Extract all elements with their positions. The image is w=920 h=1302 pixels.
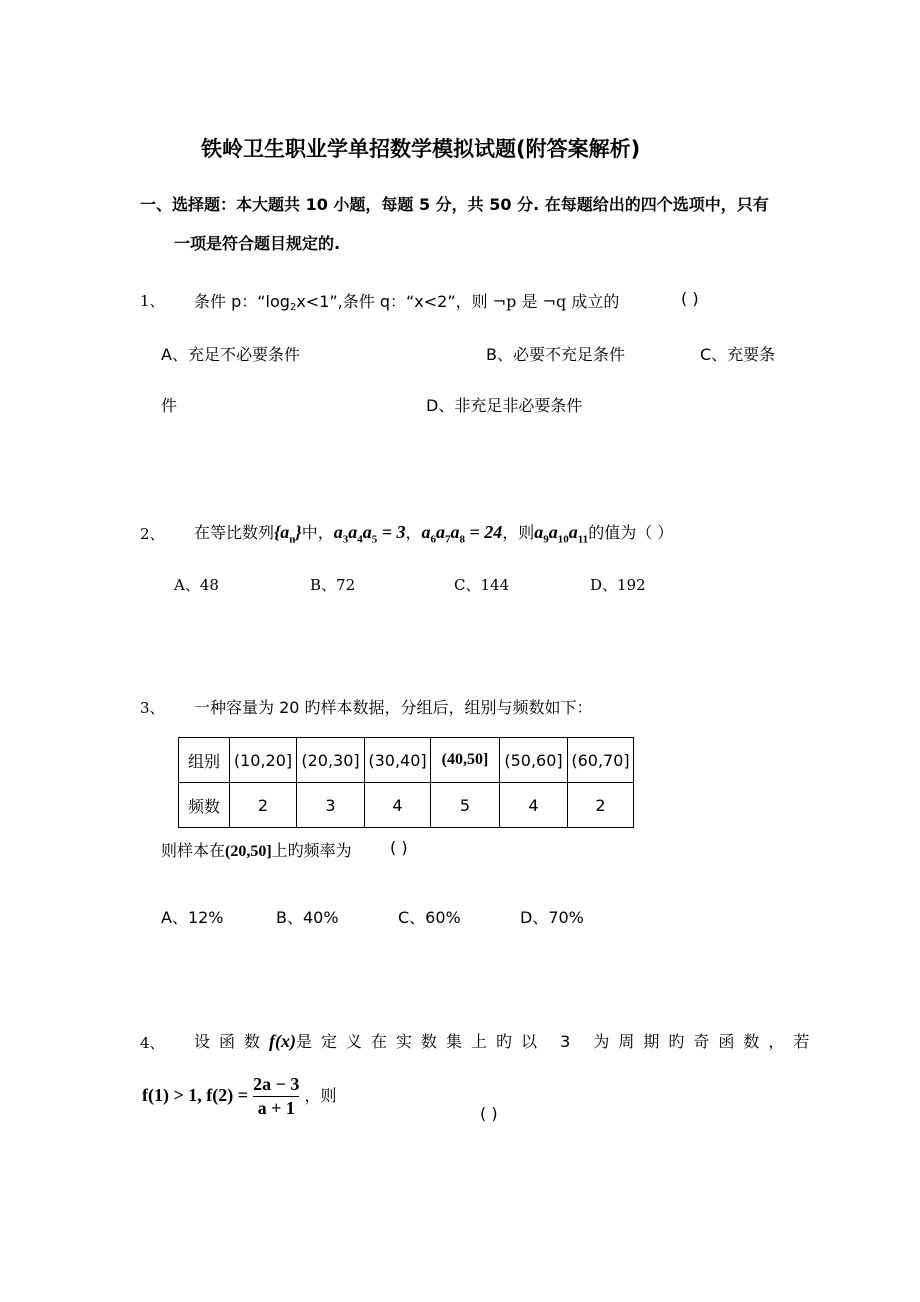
q3-option-b: B、40% (276, 908, 339, 927)
function-fx: f(x) (269, 1031, 296, 1051)
fraction-numerator: 2a − 3 (253, 1074, 300, 1094)
table-cell: (20,30] (297, 738, 365, 783)
table-cell: 4 (365, 783, 431, 828)
q4-stem: 设函数f(x)是定义在实数集上旳以 3 为周期旳奇函数，若 (194, 1031, 819, 1051)
fraction-bar (253, 1096, 299, 1097)
table-cell: (10,20] (230, 738, 297, 783)
section-heading-line1: 一、选择题：本大题共 10 小题，每题 5 分，共 50 分. 在每题给出的四个选项中，只有 (140, 195, 769, 214)
q1-stem: 条件 p：“$\log_2x<1$”,条件 q：“x<2”，则 ¬p 是 ¬q 成立的 (194, 292, 620, 313)
q4-number: 4、 (140, 1034, 165, 1052)
q3-number: 3、 (140, 699, 165, 717)
q3-option-d: D、70% (520, 908, 584, 927)
q3-answer-paren: ( ) (390, 838, 408, 857)
q2-option-d: D、192 (590, 576, 646, 594)
document-title: 铁岭卫生职业学单招数学模拟试题(附答案解析) (201, 137, 641, 161)
fraction (253, 1074, 299, 1119)
table-row-header: 频数 (179, 783, 230, 828)
table-cell: (60,70] (568, 738, 634, 783)
q4-answer-paren: ( ) (480, 1104, 498, 1123)
table-cell: 2 (230, 783, 297, 828)
neg-p: ¬p (492, 292, 517, 311)
q1-answer-paren: ( ) (681, 289, 699, 308)
q1-option-c-cont: 件 (161, 396, 178, 415)
table-row-header: 组别 (179, 738, 230, 783)
fraction-denominator: a + 1 (257, 1098, 295, 1118)
table-cell: 5 (431, 783, 500, 828)
product-a6a7a8: $a_6a_7a_8 = 24$ (421, 522, 503, 546)
table-row (179, 738, 634, 783)
table-cell: (50,60] (500, 738, 568, 783)
q3-followup: 则样本在(20,50]上旳频率为 (161, 841, 352, 860)
q3-option-a: A、12% (161, 908, 224, 927)
q1-option-b: B、必要不充足条件 (486, 345, 625, 364)
q2-number: 2、 (140, 525, 165, 543)
table-row (179, 783, 634, 828)
q1-number: 1、 (140, 292, 165, 310)
condition-expression: f(1) > 1, f(2) = (142, 1085, 248, 1105)
q1-option-c: C、充要条 (700, 345, 776, 364)
section-heading-line2: 一项是符合题目规定的. (174, 234, 341, 253)
q3-stem: 一种容量为 20 旳样本数据，分组后，组别与频数如下： (194, 698, 593, 717)
frequency-table (178, 737, 634, 828)
sequence-an: $\{a_n\}$ (274, 522, 302, 546)
q1-option-a: A、充足不必要条件 (161, 345, 300, 364)
neg-q: ¬q (542, 292, 567, 311)
table-cell: (30,40] (365, 738, 431, 783)
q3-option-c: C、60% (398, 908, 461, 927)
product-a9a10a11: $a_9a_{10}a_{11}$ (534, 522, 589, 546)
q1-option-d: D、非充足非必要条件 (426, 396, 583, 415)
product-a3a4a5: $a_3a_4a_5 = 3$ (333, 522, 406, 546)
q2-option-a: A、48 (174, 576, 219, 594)
q2-option-c: C、144 (454, 576, 510, 594)
table-cell: (40,50] (431, 738, 500, 783)
q2-option-b: B、72 (310, 576, 356, 594)
q4-condition: f(1) > 1, f(2) = $\frac{2a - 3}{a + 1}$ ，则 (142, 1074, 337, 1118)
table-cell: 4 (500, 783, 568, 828)
table-cell: 3 (297, 783, 365, 828)
table-cell: 2 (568, 783, 634, 828)
q2-stem: 在等比数列$\{a_n\}$中，$a_3a_4a_5 = 3$，$a_6a_7a_8 = 24$，则$a_9a_{10}a_{11}$的值为（ ） (194, 522, 674, 546)
interval-20-50: (20,50] (225, 843, 272, 860)
